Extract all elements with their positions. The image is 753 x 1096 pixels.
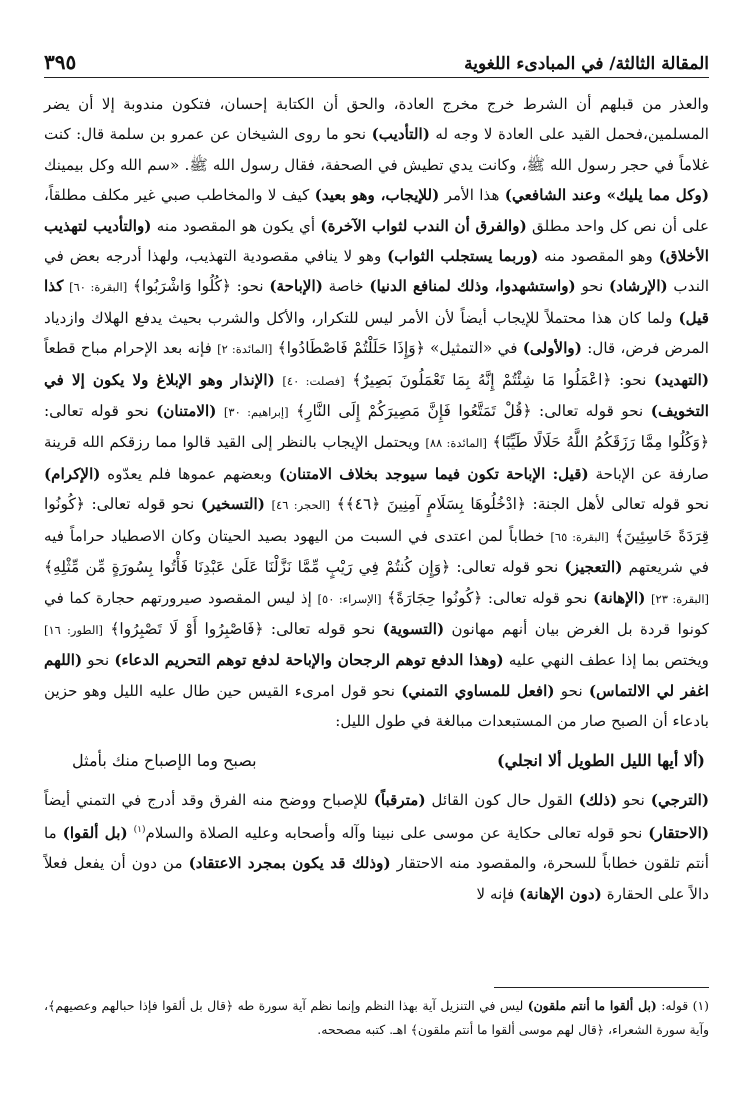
text-line: والعذر من قبلهم أن الشرط خرج مخرج العادة، والحق أن الكتابة إحسان، فتكون مندوبة إلا — [101, 95, 710, 113]
text-line: نحو قول امرىء القيس حين طال عليه — [149, 681, 396, 700]
footnote-text: حبالهم وعصيهم﴾، وآية سورة الشعراء، ﴿قال لهم موسى ألقوا ما أنتم ملقون﴾ اهـ. كتبه مصححه. — [44, 998, 709, 1037]
term-bold: (واستشهدوا، وذلك لمنافع الدنيا) — [369, 277, 576, 296]
text-line: كيف لا والمخاطب صبي غير مكلف مطلقاً، على أن نص كل واحد — [44, 186, 710, 235]
verse-reference: [البقرة: ٦٠] — [69, 280, 128, 295]
term-bold: (التعجيز) — [564, 558, 623, 577]
term-bold: (للإيجاب، وهو بعيد) — [314, 186, 440, 205]
verse-reference: [الإسراء: ٥٠] — [317, 591, 382, 606]
term-bold: (وذلك قد يكون بمجرد الاعتقاد) — [188, 854, 391, 873]
footnote-text: ليس في التنزيل آية بهذا النظم وإنما نظم آية سورة طه ﴿قال بل ألقوا فإذا — [138, 998, 524, 1013]
quran-quote: نحو قوله تعالى: ﴿وَكُلُوا — [44, 402, 710, 452]
text-line: نحو — [621, 402, 644, 421]
quran-quote: نحو: ﴿اعْمَلُوا — [562, 370, 647, 389]
text-line: في — [497, 339, 518, 358]
quran-quote: نحو قوله تعالى: ﴿فَاصْبِرُوا أَوْ لَا تَصْبِرُوا﴾ — [110, 619, 376, 638]
quran-quote: ﴿كُونُوا حِجَارَةً﴾ — [387, 588, 483, 607]
text-line: مطلق — [532, 216, 571, 235]
quran-quote: قوله تعالى: ﴿قُلْ تَمَتَّعُوا فَإِنَّ مَصِيرَكُمْ إِلَى النَّارِ﴾ — [296, 402, 614, 421]
text-line: إذ ليس المقصود صيرورتهم حجارة كما في كونوا قردة بل الغرض — [44, 588, 710, 638]
text-line: ويختص بما — [641, 651, 710, 670]
text-line: أن يضر المسلمين،فحمل القيد على العادة لا وجه له — [44, 95, 709, 144]
quran-quote: نحو قوله تعالى: ﴿وَإِن — [418, 558, 559, 577]
term-bold: (التسوية) — [382, 619, 445, 638]
text-line: قرينة صارفة عن الإباحة — [44, 433, 710, 483]
verse-reference: [الحجر: ٤٦] — [271, 498, 331, 513]
term-bold: (التهديد) — [654, 370, 710, 389]
text-line: أي يكون هو المقصود منه — [156, 216, 316, 235]
footnote-term-bold: (بل ألقوا ما أنتم ملقون) — [527, 998, 657, 1013]
text-line: وهو المقصود منه — [544, 247, 653, 266]
term-bold: (وهذا الدفع توهم الرجحان والإباحة لدفع توهم التحريم الدعاء) — [114, 651, 504, 670]
term-bold: (ذلك) — [578, 790, 618, 809]
verse-reference: [المائدة: ٨٨] — [425, 436, 488, 451]
term-bold: كذا قيل) — [44, 277, 710, 327]
footnote-divider — [494, 987, 709, 988]
text-line: نحو — [623, 790, 645, 809]
text-line: للإصباح ووضح منه الفرق وقد — [181, 790, 368, 809]
paragraph — [44, 89, 709, 737]
text-line: عمرو بن سلمة قال: كنت غلاماً في حجر رسول الله ﷺ، وكانت يدي تطيش في الصحفة، — [44, 125, 710, 174]
term-bold: (دون الإهانة) — [519, 884, 602, 903]
text-line: نحو قوله تعالى حكاية عن موسى على نبينا وآله وأصحابه — [284, 824, 643, 842]
term-bold: (الإهانة) — [593, 588, 646, 607]
verse-reference: [البقرة: ٢٣] — [651, 591, 710, 606]
term-bold: (الإباحة) — [269, 277, 323, 296]
chapter-title: المقالة الثالثة/ في المبادىء اللغوية — [464, 54, 709, 74]
term-bold: (وكل مما يليك» وعند الشافعي) — [504, 186, 710, 205]
text-line: نحو ما روى الشيخان عن — [209, 125, 367, 144]
text-line: ولما كان هذا محتملاً للإيجاب أيضاً لأن الأمر ليس — [364, 308, 673, 327]
verse-reference: [البقرة: ٦٥] — [550, 529, 609, 544]
term-bold: (التسخير) — [200, 495, 265, 514]
text-line: إذا عطف النهي عليه — [508, 651, 637, 670]
running-header — [44, 40, 709, 74]
text-line: وبعضهم عموها — [177, 464, 273, 483]
text-line: بعض في الندب — [44, 247, 710, 296]
text-line: وهو لا ينافي مقصودية التهذيب، ولهذا أدرجه — [105, 247, 382, 266]
term-bold: (الترجي) — [650, 790, 710, 809]
term-bold: (الامتنان) — [156, 402, 217, 421]
quran-quote: نحو قوله تعالى لأهل الجنة: ﴿ادْخُلُوهَا بِسَلَامٍ آمِنِينَ ﴿٤٦﴾﴾ — [336, 495, 709, 514]
text-line: ويحتمل الإيجاب بالنظر إلى القيد قالوا مما رزقكم الله — [82, 433, 420, 452]
footnote — [44, 994, 709, 1042]
text-line: أدرج في التمني أيضاً — [44, 790, 176, 809]
term-bold: (التأديب) — [371, 125, 430, 144]
term-bold: (افعل للمساوي التمني) — [401, 681, 555, 700]
text-line: نحو — [87, 651, 110, 670]
term-bold: (مترقباً) — [373, 790, 426, 809]
text-line: نحو: — [236, 277, 264, 296]
term-bold: (الاحتقار) — [648, 824, 710, 842]
text-line: فلم يعدّوه — [107, 464, 172, 483]
text-line: من دون أن يفعل فعلاً دالاً على الحقارة — [44, 854, 709, 903]
term-bold: (الإكرام) — [44, 464, 101, 483]
text-line: ما أنتم تلقون خطاباً للسحرة، والمقصود منه الاحتقار — [44, 824, 709, 873]
first-hemistich: (ألا أيها الليل الطويل ألا انجلي) — [497, 751, 705, 771]
text-line: نحو — [560, 681, 583, 700]
text-line: هذا الأمر — [444, 186, 500, 205]
term-bold: (اللهم اغفر لي الالتماس) — [44, 651, 709, 700]
quran-quote: «التمثيل» ﴿وَإِذَا حَلَلْتُمْ فَاصْطَادُوا﴾ — [277, 339, 493, 358]
quran-quote: كُنتُمْ فِي رَيْبٍ مِّمَّا نَزَّلْنَا عَلَىٰ عَبْدِنَا فَأْتُوا بِسُورَةٍ مِّن مِّثْلِهِ﴾ — [44, 558, 412, 577]
page-number: ٣٩٥ — [44, 50, 77, 74]
paragraph — [44, 785, 709, 910]
poetry-verse — [44, 745, 709, 779]
text-line: للتكرار، والأكل والشرب بحيث يدفع الهلاك وازدياد المرض فرض، قال: — [44, 308, 710, 358]
footnote-marker: (١) — [133, 824, 146, 835]
quran-quote: نحو قوله تعالى: ﴿كُونُوا قِرَدَةً خَاسِئِينَ﴾ — [44, 495, 710, 545]
verse-reference: [المائدة: ٢] — [217, 342, 273, 357]
text-line: نحو قوله تعالى: — [487, 588, 588, 607]
term-bold: (بل ألقوا) — [62, 824, 128, 842]
text-line: اليهود بصيد الحيتان وكان الاصطياد حراماً فيه في شريعتهم — [44, 526, 710, 577]
footnote-text: قوله: — [661, 998, 689, 1013]
term-bold: (الإنذار وهو الإبلاغ ولا يكون إلا في التخويف) — [44, 370, 709, 421]
term-bold: (قيل: الإباحة تكون فيما سيوجد بخلاف الامتنان) — [278, 464, 589, 483]
text-line: وعليه الصلاة والسلام — [145, 824, 279, 842]
text-line: فقال رسول الله ﷺ. «سم الله وكل بيمينك — [44, 155, 315, 174]
verse-reference: [الطور: ١٦] — [44, 622, 104, 637]
quran-quote: مَا شِئْتُمْ إِنَّهُ بِمَا تَعْمَلُونَ بَصِيرٌ﴾ — [352, 370, 556, 389]
quran-quote: مِمَّا رَزَقَكُمُ اللَّهُ حَلَالًا طَيِّبًا﴾ — [492, 433, 663, 452]
header-divider — [44, 77, 709, 78]
text-line: بيان أنهم مهانون — [451, 619, 560, 638]
term-bold: (والفرق أن الندب لثواب الآخرة) — [320, 216, 527, 235]
footnote-number: (١) — [692, 998, 709, 1013]
main-text — [44, 89, 709, 909]
text-line: نحو — [581, 277, 604, 296]
term-bold: (الإرشاد) — [609, 277, 668, 296]
verse-reference: [فصلت: ٤٠] — [282, 373, 345, 388]
text-line: فإنه بعد الإحرام مباح قطعاً — [44, 339, 212, 358]
term-bold: (والتأديب لتهذيب الأخلاق) — [44, 216, 710, 266]
text-line: خطاباً لمن اعتدى في السبت من — [334, 526, 545, 545]
term-bold: (وربما يستجلب الثواب) — [387, 247, 539, 266]
second-hemistich: بصبح وما الإصباح منك بأمثل — [72, 751, 257, 771]
text-line: خاصة — [328, 277, 364, 296]
text-line: الليل وهو حزين بادعاء أن الصبح صار من المستبعدات مبالغة في طول الليل: — [44, 681, 709, 731]
text-line: فإنه لا — [476, 884, 515, 903]
text-line: القول حال كون القائل — [431, 790, 573, 809]
verse-reference: [إبراهيم: ٣٠] — [223, 405, 289, 420]
term-bold: (والأولى) — [522, 339, 582, 358]
quran-quote: ﴿كُلُوا وَاشْرَبُوا﴾ — [132, 277, 231, 296]
